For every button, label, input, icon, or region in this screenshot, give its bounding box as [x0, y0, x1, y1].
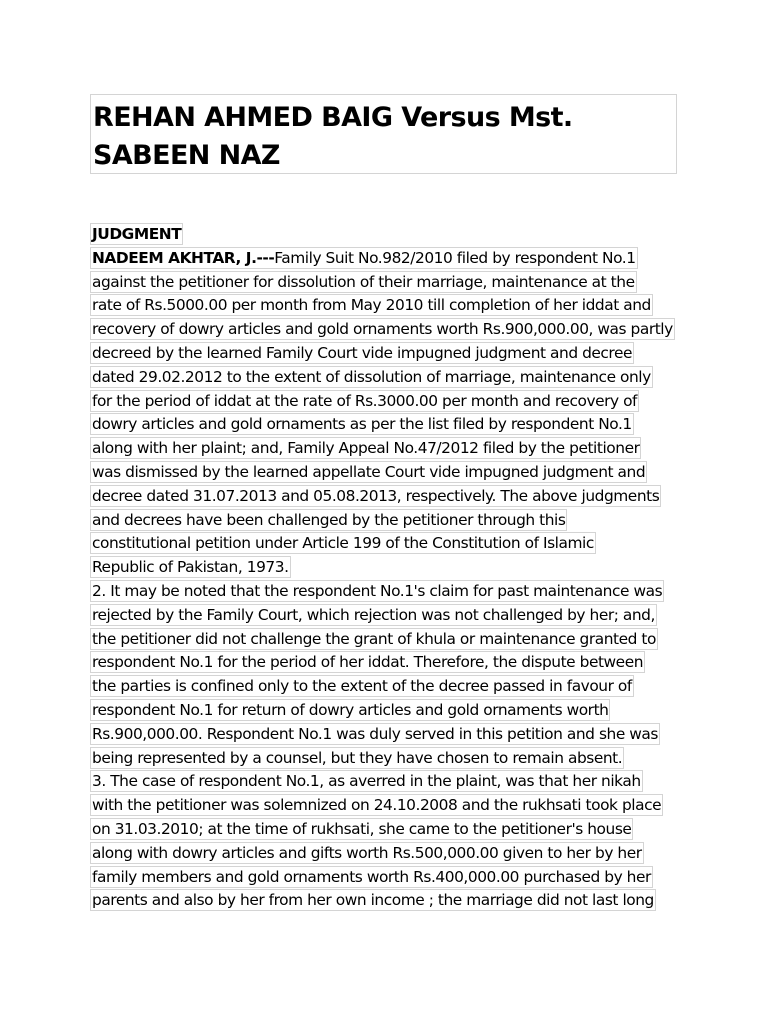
text-line: rate of Rs.5000.00 per month from May 2010 till completion of her iddat and — [92, 296, 651, 315]
text-line: along with her plaint; and, Family Appeal No.47/2012 filed by the petitioner — [92, 439, 640, 458]
text-line: for the period of iddat at the rate of Rs.3000.00 per month and recovery of — [92, 391, 638, 410]
document-title-line-2: SABEEN NAZ — [93, 140, 280, 171]
text-line-1-content: Family Suit No.982/2010 filed by respondent No.1 — [274, 248, 636, 267]
text-line: respondent No.1 for return of dowry articles and gold ornaments worth — [92, 700, 609, 719]
text-line: 3. The case of respondent No.1, as averred in the plaint, was that her nikah — [92, 772, 641, 791]
document-body — [90, 223, 690, 913]
text-line: decree dated 31.07.2013 and 05.08.2013, respectively. The above judgments — [92, 486, 660, 505]
text-line: recovery of dowry articles and gold ornaments worth Rs.900,000.00, was partly — [92, 320, 673, 339]
text-line: Republic of Pakistan, 1973. — [92, 558, 289, 577]
text-line: on 31.03.2010; at the time of rukhsati, she came to the petitioner's house — [92, 819, 632, 838]
text-line: family members and gold ornaments worth Rs.400,000.00 purchased by her — [92, 867, 651, 886]
text-line: parents and also by her from her own income ; the marriage did not last long — [92, 891, 654, 910]
text-line: against the petitioner for dissolution of their marriage, maintenance at the — [92, 272, 635, 291]
text-line: the parties is confined only to the extent of the decree passed in favour of — [92, 677, 632, 696]
text-line: dowry articles and gold ornaments as per the list filed by respondent No.1 — [92, 415, 632, 434]
text-line: respondent No.1 for the period of her iddat. Therefore, the dispute between — [92, 653, 644, 672]
text-line: Rs.900,000.00. Respondent No.1 was duly served in this petition and she was — [92, 724, 658, 743]
text-line: 2. It may be noted that the respondent No.1's claim for past maintenance was — [92, 581, 663, 600]
document-title-line-1: REHAN AHMED BAIG Versus Mst. — [93, 102, 573, 133]
text-line: dated 29.02.2012 to the extent of dissolution of marriage, maintenance only — [92, 367, 651, 386]
text-line: constitutional petition under Article 199 of the Constitution of Islamic — [92, 534, 594, 553]
text-line: was dismissed by the learned appellate Court vide impugned judgment and — [92, 462, 646, 481]
text-line: rejected by the Family Court, which rejection was not challenged by her; and, — [92, 605, 655, 624]
text-line: the petitioner did not challenge the grant of khula or maintenance granted to — [92, 629, 656, 648]
judgment-heading: JUDGMENT — [92, 225, 182, 243]
text-line: along with dowry articles and gifts worth Rs.500,000.00 given to her by her — [92, 843, 642, 862]
judge-name: NADEEM AKHTAR, J.--- — [92, 248, 275, 267]
text-line: with the petitioner was solemnized on 24.10.2008 and the rukhsati took place — [92, 796, 662, 815]
text-line: being represented by a counsel, but they have chosen to remain absent. — [92, 748, 623, 767]
text-line-1 — [90, 247, 638, 269]
text-line: and decrees have been challenged by the petitioner through this — [92, 510, 566, 529]
text-line: decreed by the learned Family Court vide impugned judgment and decree — [92, 343, 633, 362]
document-title-box — [90, 94, 677, 174]
